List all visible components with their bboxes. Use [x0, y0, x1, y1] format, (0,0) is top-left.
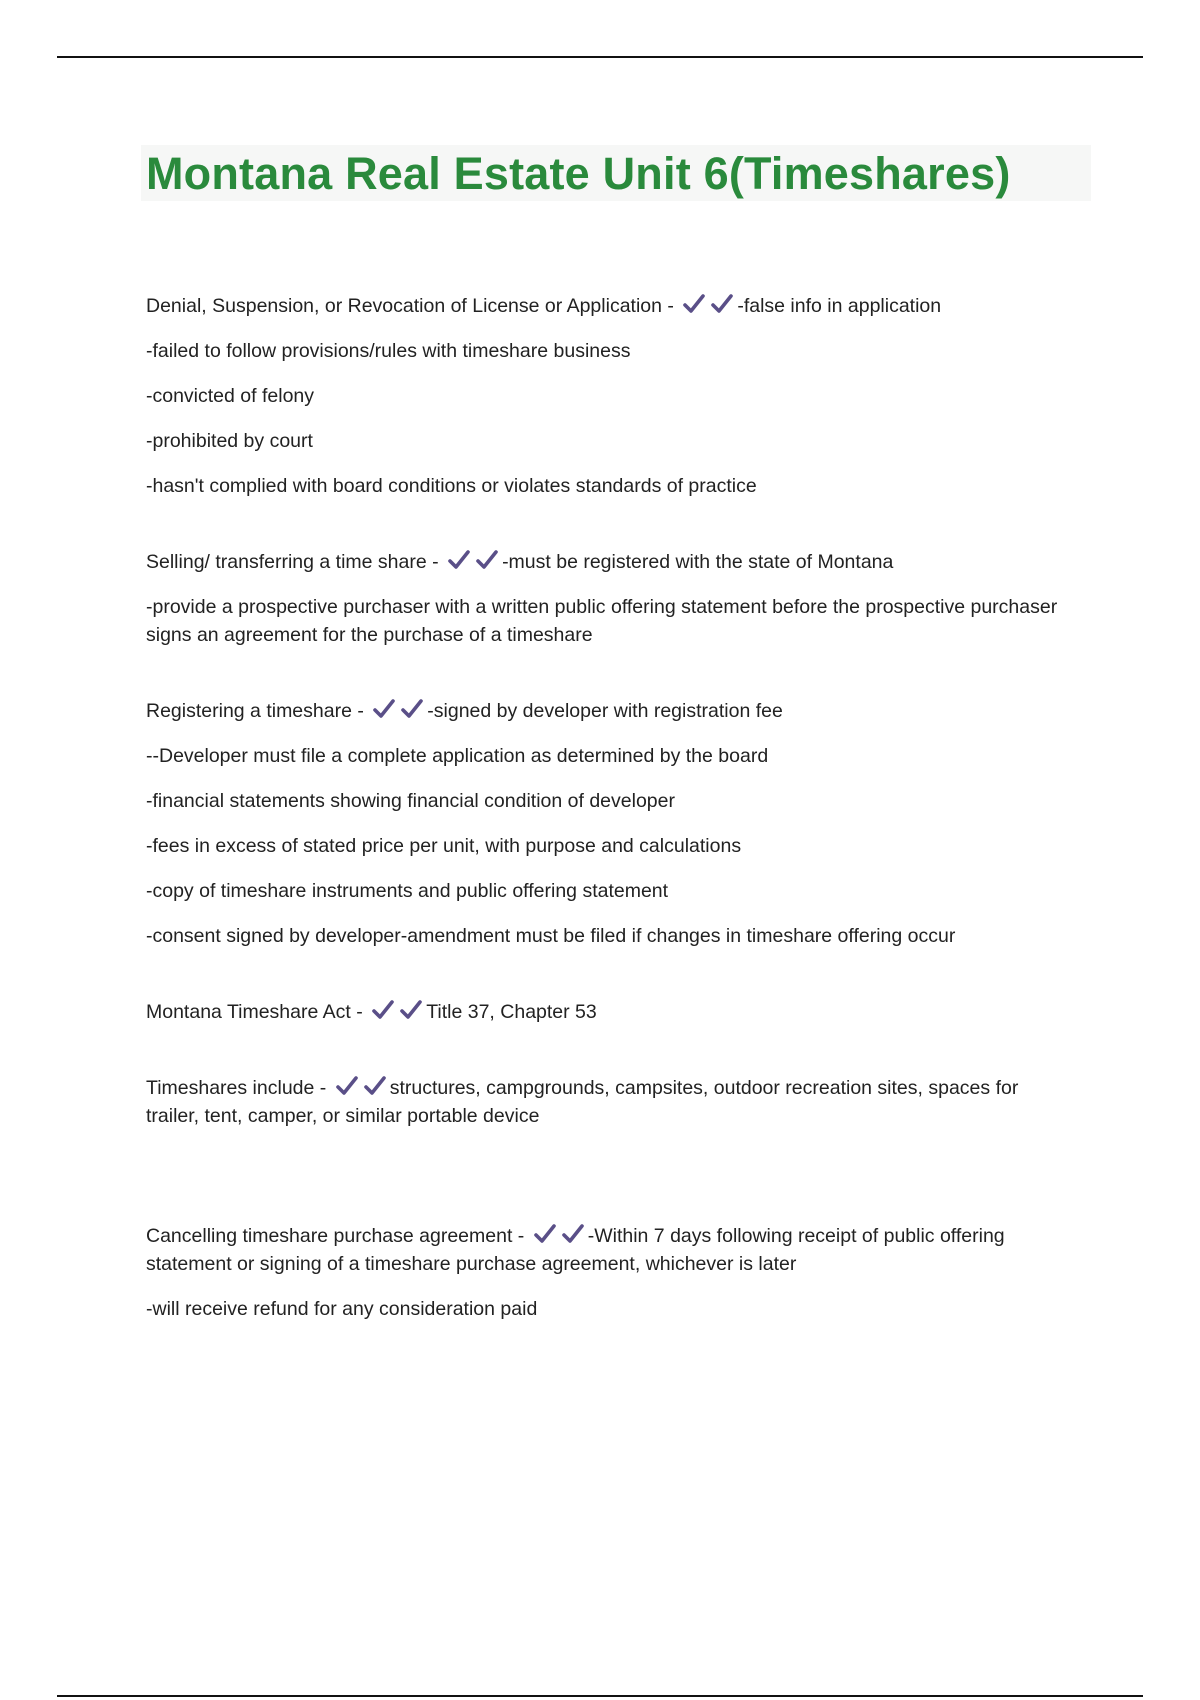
- check-icon: [372, 999, 394, 1021]
- check-icon: [534, 1223, 556, 1245]
- check-icon: [562, 1223, 584, 1245]
- card-answer-line: -convicted of felony: [146, 385, 315, 407]
- card-answer-line: -copy of timeshare instruments and public offering statement: [146, 880, 669, 902]
- card-question-line: [146, 1222, 1066, 1278]
- double-check-icon: [683, 293, 733, 315]
- check-icon: [448, 549, 470, 571]
- card-question-line: [146, 1074, 1066, 1130]
- flashcard: [146, 1074, 1066, 1130]
- card-answer-line: -failed to follow provisions/rules with timeshare business: [146, 340, 631, 362]
- card-answer-line: -financial statements showing financial condition of developer: [146, 790, 675, 812]
- page-title: Montana Real Estate Unit 6(Timeshares): [146, 148, 1011, 199]
- flashcard: [146, 697, 1066, 950]
- card-term: Registering a timeshare: [146, 700, 352, 722]
- document-body: [146, 292, 1066, 1371]
- double-check-icon: [448, 549, 498, 571]
- card-answer-line: -prohibited by court: [146, 430, 313, 452]
- double-check-icon: [373, 698, 423, 720]
- check-icon: [476, 549, 498, 571]
- card-question-line: [146, 548, 1066, 576]
- card-answer-line: -provide a prospective purchaser with a written public offering statement before the prospective purchaser signs an agreement for the purchase of a timeshare: [146, 596, 1058, 646]
- flashcard: [146, 292, 1066, 500]
- card-term: Selling/ transferring a time share: [146, 551, 427, 573]
- card-answer: structures, campgrounds, campsites, outdoor recreation sites, spaces for trailer, tent, camper, or similar portable device: [146, 1077, 1019, 1127]
- footer-rule: [57, 1695, 1143, 1697]
- card-answer-line: --Developer must file a complete application as determined by the board: [146, 745, 769, 767]
- check-icon: [364, 1075, 386, 1097]
- double-check-icon: [534, 1223, 584, 1245]
- card-separator: -: [319, 1077, 327, 1099]
- card-answer-line: -hasn't complied with board conditions or violates standards of practice: [146, 475, 757, 497]
- card-question-line: [146, 292, 1066, 320]
- check-icon: [373, 698, 395, 720]
- card-question-line: [146, 697, 1066, 725]
- card-term: Denial, Suspension, or Revocation of License or Application: [146, 295, 662, 317]
- card-answer-line: -consent signed by developer-amendment must be filed if changes in timeshare offering occur: [146, 925, 956, 947]
- check-icon: [336, 1075, 358, 1097]
- card-answer: -signed by developer with registration fee: [427, 700, 783, 722]
- check-icon: [683, 293, 705, 315]
- card-term: Montana Timeshare Act: [146, 1001, 351, 1023]
- card-answer-line: -will receive refund for any consideration paid: [146, 1298, 538, 1320]
- check-icon: [711, 293, 733, 315]
- double-check-icon: [336, 1075, 386, 1097]
- card-answer: -Within 7 days following receipt of public offering statement or signing of a timeshare purchase agreement, whichever is later: [146, 1225, 1005, 1275]
- card-answer: -must be registered with the state of Montana: [502, 551, 894, 573]
- check-icon: [401, 698, 423, 720]
- flashcard: [146, 548, 1066, 649]
- card-answer: Title 37, Chapter 53: [426, 1001, 597, 1023]
- card-separator: -: [667, 295, 674, 317]
- flashcard: [146, 998, 1066, 1026]
- card-term: Timeshares include: [146, 1077, 315, 1099]
- header-rule: [57, 56, 1143, 58]
- flashcard: [146, 1222, 1066, 1323]
- card-answer-line: -fees in excess of stated price per unit, with purpose and calculations: [146, 835, 742, 857]
- card-separator: -: [517, 1225, 525, 1247]
- card-separator: -: [432, 551, 439, 573]
- card-separator: -: [357, 700, 364, 722]
- double-check-icon: [372, 999, 422, 1021]
- check-icon: [400, 999, 422, 1021]
- card-term: Cancelling timeshare purchase agreement: [146, 1225, 513, 1247]
- card-separator: -: [356, 1001, 363, 1023]
- card-question-line: [146, 998, 1066, 1026]
- card-answer: -false info in application: [737, 295, 942, 317]
